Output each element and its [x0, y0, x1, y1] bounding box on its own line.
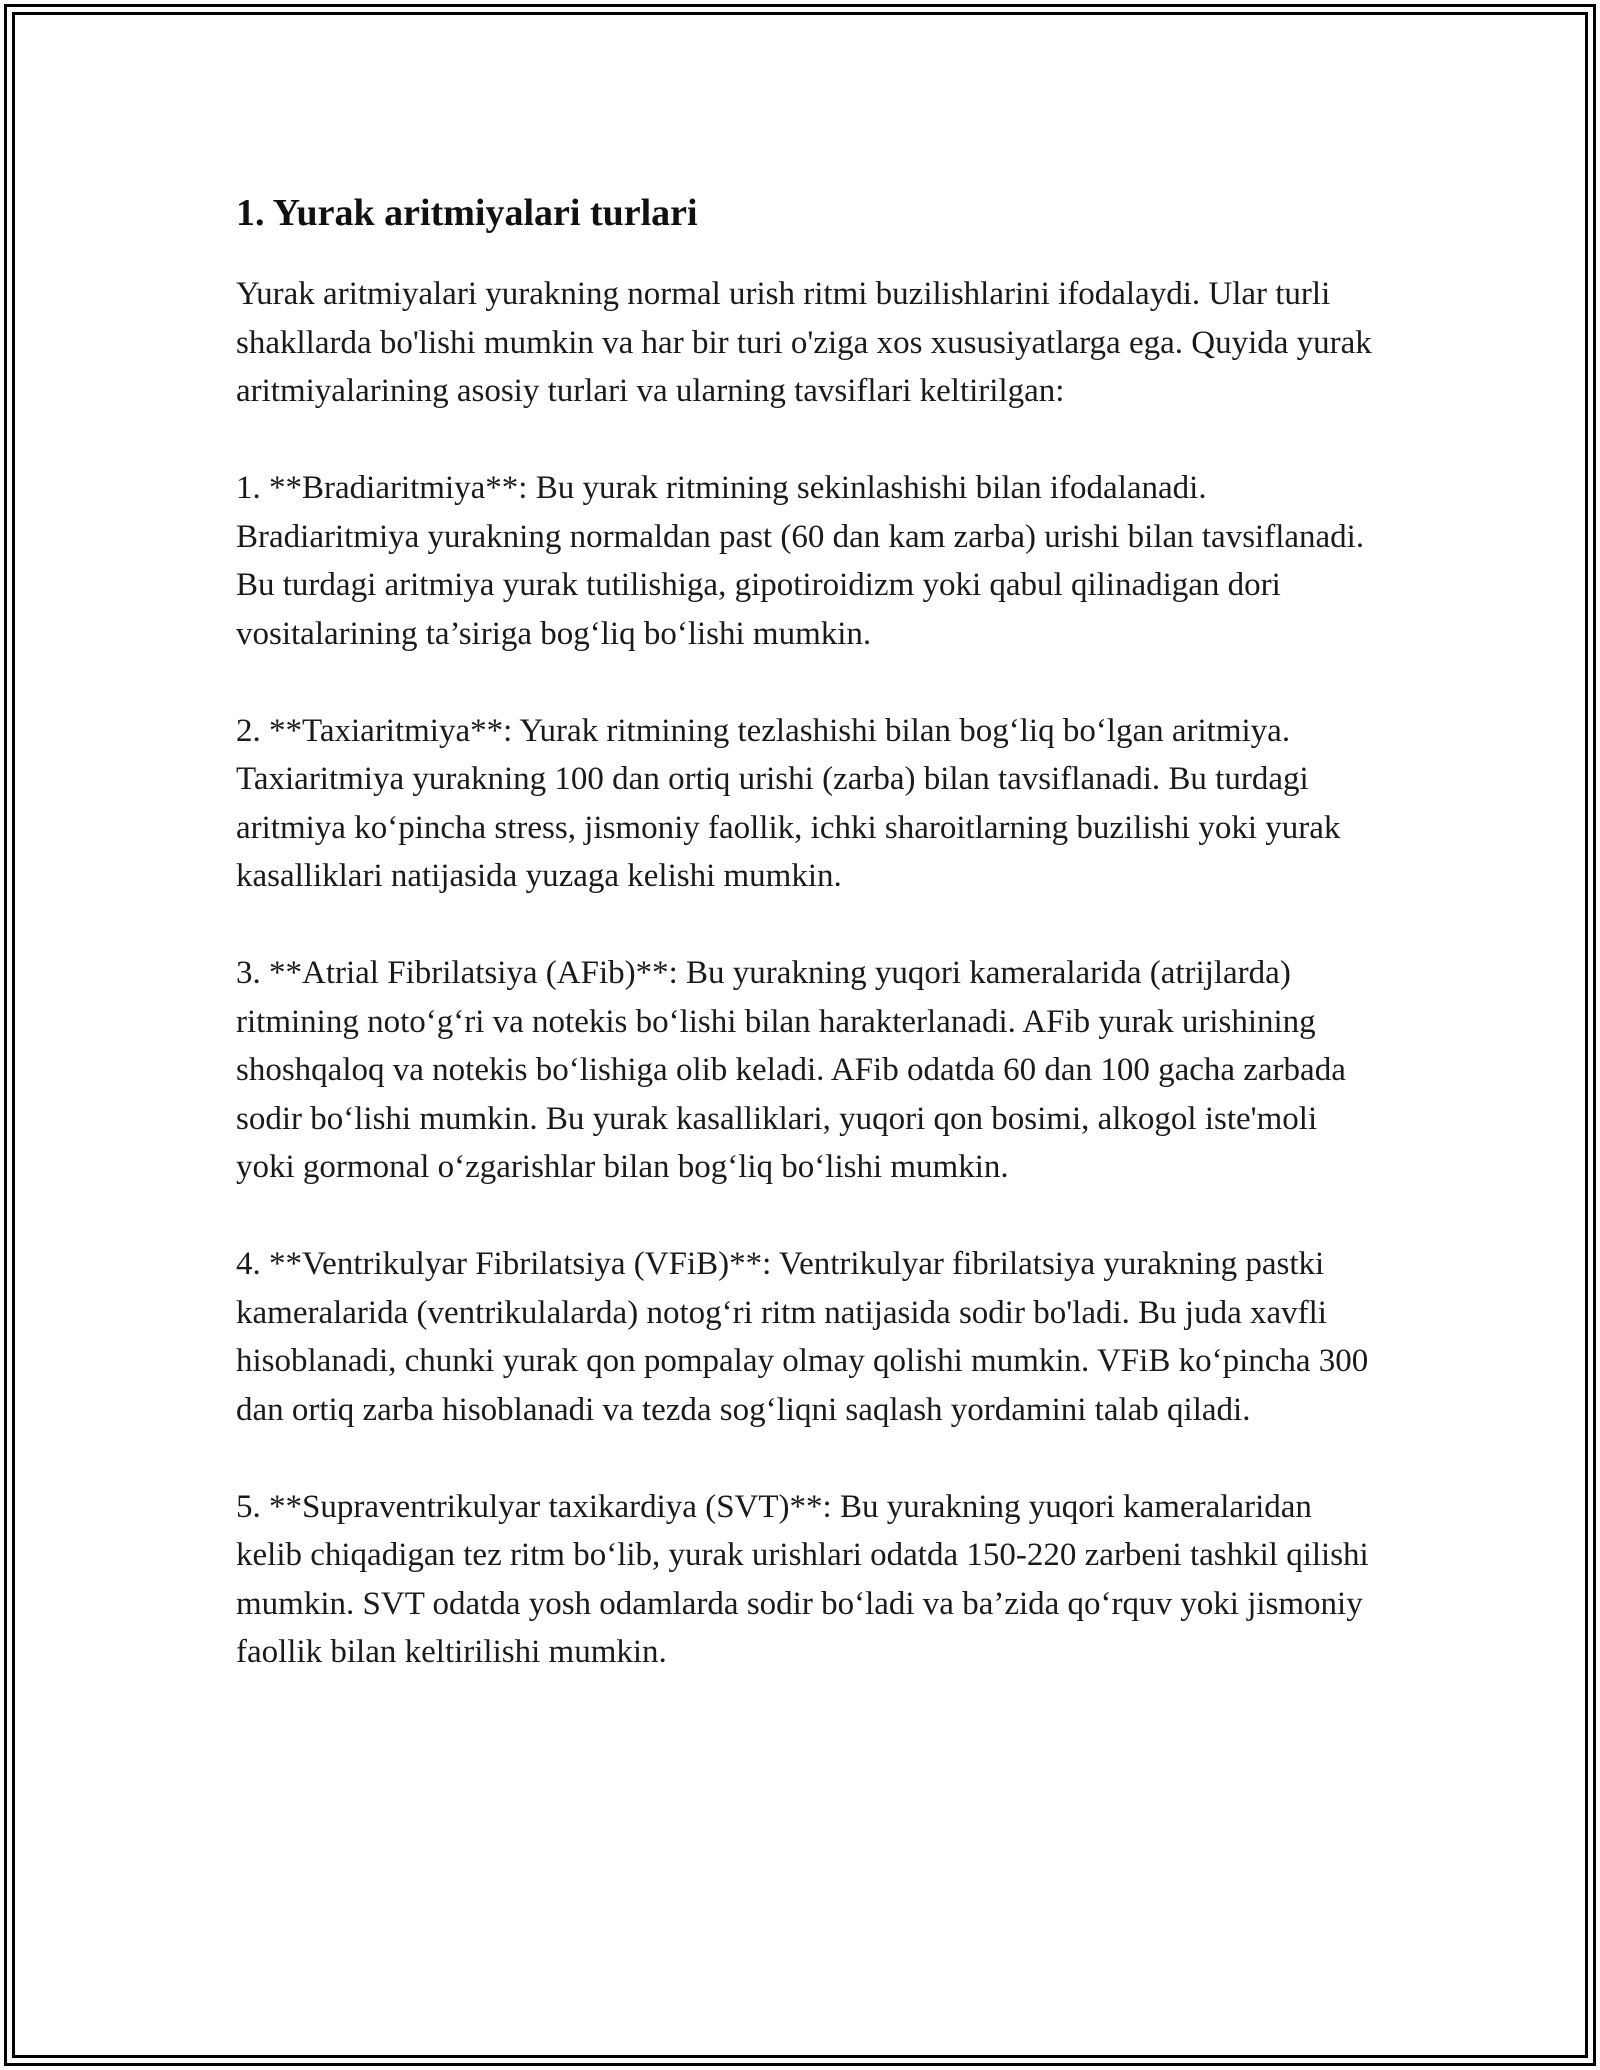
- list-item-supraventrikulyar-taxikardiya: 5. **Supraventrikulyar taxikardiya (SVT)**: Bu yurakning yuqori kameralaridan kelib chiqadigan tez ritm bo‘lib, yurak urishlari odatda 150-220 zarbeni tashkil qilishi mumkin. SVT odatda yosh odamlarda sodir bo‘ladi va ba’zida qo‘rquv yoki jismoniy faollik bilan keltirilishi mumkin.: [236, 1488, 1369, 1670]
- list-item-bradiaritmiya: 1. **Bradiaritmiya**: Bu yurak ritmining sekinlashishi bilan ifodalanadi. Bradiaritmiya yurakning normaldan past (60 dan kam zarba) urishi bilan tavsiflanadi. Bu turdagi aritmiya yurak tutilishiga, gipotiroidizm yoki qabul qilinadigan dori vositalarining ta’siriga bog‘liq bo‘lishi mumkin.: [236, 470, 1365, 652]
- list-item-taxiaritmiya: 2. **Taxiaritmiya**: Yurak ritmining tezlashishi bilan bog‘liq bo‘lgan aritmiya. Taxiaritmiya yurakning 100 dan ortiq urishi (zarba) bilan tavsiflanadi. Bu turdagi aritmiya ko‘pincha stress, jismoniy faollik, ichki sharoitlarning buzilishi yoki yurak kasalliklari natijasida yuzaga kelishi mumkin.: [236, 712, 1341, 894]
- list-item-ventrikulyar-fibrilatsiya: 4. **Ventrikulyar Fibrilatsiya (VFiB)**: Ventrikulyar fibrilatsiya yurakning pastki kameralarida (ventrikulalarda) notog‘ri ritm natijasida sodir bo'ladi. Bu juda xavfli hisoblanadi, chunki yurak qon pompalay olmay qolishi mumkin. VFiB ko‘pincha 300 dan ortiq zarba hisoblanadi va tezda sog‘liqni saqlash yordamini talab qiladi.: [236, 1246, 1369, 1428]
- list-item-atrial-fibrilatsiya: 3. **Atrial Fibrilatsiya (AFib)**: Bu yurakning yuqori kameralarida (atrijlarda) ritmining noto‘g‘ri va notekis bo‘lishi bilan harakterlanadi. AFib yurak urishining shoshqaloq va notekis bo‘lishiga olib keladi. AFib odatda 60 dan 100 gacha zarbada sodir bo‘lishi mumkin. Bu yurak kasalliklari, yuqori qon bosimi, alkogol iste'moli yoki gormonal o‘zgarishlar bilan bog‘liq bo‘lishi mumkin.: [236, 955, 1346, 1185]
- document-body: [236, 186, 1376, 1725]
- intro-paragraph: Yurak aritmiyalari yurakning normal urish ritmi buzilishlarini ifodalaydi. Ular turli shakllarda bo'lishi mumkin va har bir turi o'ziga xos xususiyatlarga ega. Quyida yurak aritmiyalarining asosiy turlari va ularning tavsiflari keltirilgan:: [236, 276, 1372, 409]
- section-heading: 1. Yurak aritmiyalari turlari: [236, 192, 698, 234]
